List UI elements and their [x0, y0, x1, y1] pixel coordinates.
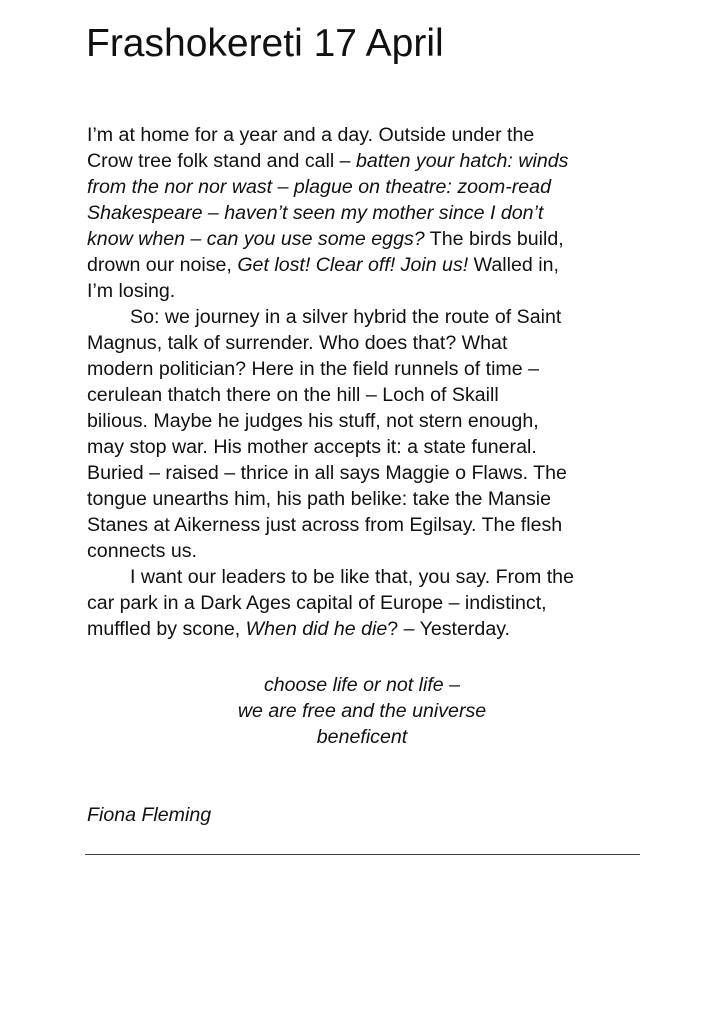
text-run: connects us. [87, 540, 198, 562]
text-run: cerulean thatch there on the hill – Loch of Skaill [87, 384, 499, 406]
text-line [87, 356, 647, 382]
text-run: I’m at home for a year and a day. Outside under the [87, 124, 535, 146]
text-line [87, 174, 647, 200]
paragraph [87, 304, 647, 564]
text-line [87, 226, 647, 252]
text-run: drown our noise, [87, 254, 238, 276]
text-line [87, 460, 647, 486]
text-line [87, 382, 647, 408]
italic-text: Shakespeare – haven’t seen my mother since I don’t [87, 202, 544, 224]
text-line [87, 538, 647, 564]
text-run: Walled in, [468, 254, 559, 276]
text-run: car park in a Dark Ages capital of Europe – indistinct, [87, 592, 547, 614]
italic-text: from the nor nor wast – plague on theatre: zoom-read [87, 176, 551, 198]
text-run: So: we journey in a silver hybrid the route of Saint [130, 306, 562, 328]
verse-line: choose life or not life – [263, 674, 461, 696]
text-run: bilious. Maybe he judges his stuff, not stern enough, [87, 410, 539, 432]
text-run: Crow tree folk stand and call – [87, 150, 357, 172]
text-run: Stanes at Aikerness just across from Egilsay. The flesh [87, 514, 563, 536]
text-line [87, 304, 647, 330]
verse-line: we are free and the universe [237, 700, 487, 722]
text-run: The birds build, [424, 228, 564, 250]
text-line [87, 486, 647, 512]
paragraph [87, 122, 647, 304]
italic-text: know when – can you use some eggs? [87, 228, 425, 250]
text-run: I’m losing. [87, 280, 176, 302]
italic-text: Get lost! Clear off! Join us! [237, 254, 469, 276]
text-run: tongue unearths him, his path belike: take the Mansie [87, 488, 552, 510]
text-line [87, 434, 647, 460]
text-line [87, 408, 647, 434]
italic-text: When did he die [245, 618, 388, 640]
text-line [87, 512, 647, 538]
text-line [87, 148, 647, 174]
text-run: ? – Yesterday. [387, 618, 511, 640]
text-run: Buried – raised – thrice in all says Maggie o Flaws. The [87, 462, 567, 484]
text-line [87, 564, 647, 590]
horizontal-rule [85, 854, 640, 855]
text-run: may stop war. His mother accepts it: a state funeral. [87, 436, 537, 458]
text-run: muffled by scone, [87, 618, 246, 640]
text-run: modern politician? Here in the field runnels of time – [87, 358, 539, 380]
text-run: I want our leaders to be like that, you say. From the [130, 566, 574, 588]
poem-title: Frashokereti 17 April [86, 22, 444, 65]
closing-verse [87, 672, 637, 750]
text-line [87, 616, 647, 642]
poem-body [87, 122, 647, 642]
paragraph [87, 564, 647, 642]
verse-line: beneficent [316, 726, 408, 748]
text-run: Magnus, talk of surrender. Who does that? What [87, 332, 508, 354]
text-line [87, 122, 647, 148]
text-line [87, 590, 647, 616]
text-line [87, 278, 647, 304]
author-name: Fiona Fleming [87, 804, 212, 826]
italic-text: batten your hatch: winds [356, 150, 569, 172]
text-line [87, 200, 647, 226]
text-line [87, 330, 647, 356]
text-line [87, 252, 647, 278]
